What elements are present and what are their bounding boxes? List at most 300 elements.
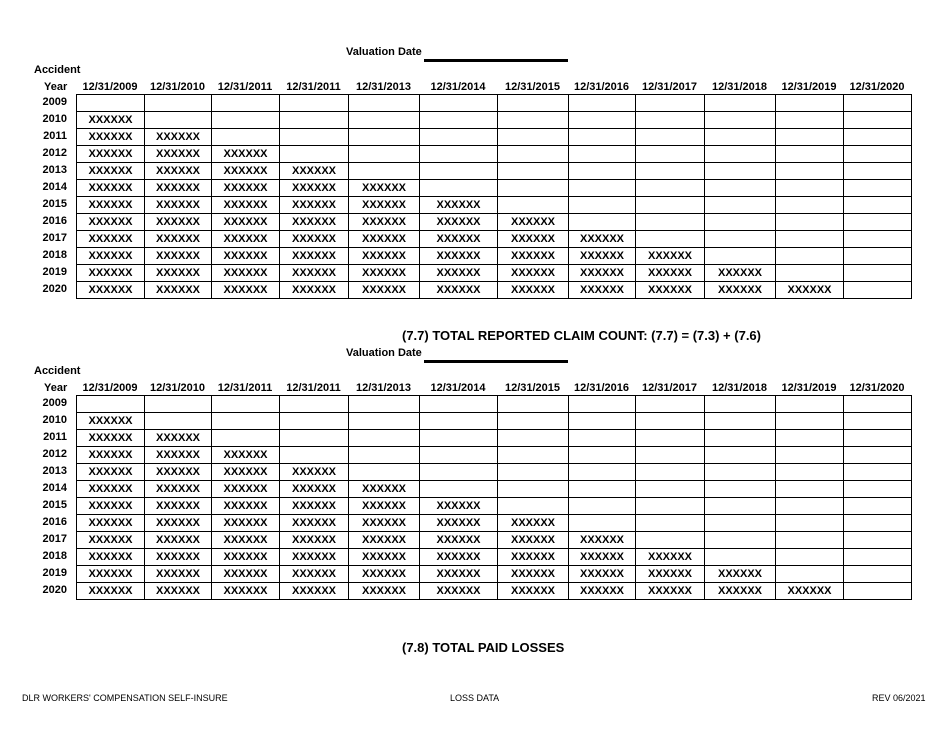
table-row [77, 197, 912, 214]
table-cell [776, 163, 844, 180]
year-label-2: Year [44, 382, 68, 394]
table-cell: XXXXXX [569, 282, 636, 299]
column-header: 12/31/2011 [286, 382, 341, 394]
table-cell: XXXXXX [420, 515, 498, 532]
table-cell: XXXXXX [145, 248, 212, 265]
table-cell: XXXXXX [77, 447, 145, 464]
valuation-date-label-1: Valuation Date [346, 46, 422, 58]
table-cell: XXXXXX [280, 515, 349, 532]
accident-year-label: 2018 [42, 249, 67, 261]
table-cell: XXXXXX [145, 197, 212, 214]
table-cell [569, 129, 636, 146]
table-cell [636, 95, 705, 112]
section-7-7-title: (7.7) TOTAL REPORTED CLAIM COUNT: (7.7) = (7.3) + (7.6) [402, 328, 761, 343]
table-cell: XXXXXX [349, 583, 420, 600]
column-header: 12/31/2019 [781, 382, 837, 394]
table-cell: XXXXXX [498, 549, 569, 566]
table-cell: XXXXXX [145, 481, 212, 498]
table-cell: XXXXXX [145, 265, 212, 282]
table-cell: XXXXXX [636, 583, 705, 600]
table-cell: XXXXXX [77, 146, 145, 163]
accident-year-label: 2015 [42, 499, 67, 511]
table-cell [705, 180, 776, 197]
table-cell [776, 248, 844, 265]
valuation-date-line-1 [424, 59, 568, 62]
table-cell [77, 95, 145, 112]
table-cell: XXXXXX [349, 197, 420, 214]
table-cell [145, 112, 212, 129]
table-row [77, 146, 912, 163]
footer-right: REV 06/2021 [872, 693, 926, 703]
table-cell [844, 566, 912, 583]
column-header: 12/31/2019 [781, 81, 837, 93]
table-cell: XXXXXX [145, 430, 212, 447]
table-cell [705, 95, 776, 112]
table-cell: XXXXXX [569, 265, 636, 282]
table-cell: XXXXXX [212, 214, 280, 231]
table-cell [776, 197, 844, 214]
table-cell [844, 583, 912, 600]
table-cell [844, 112, 912, 129]
footer-center: LOSS DATA [450, 693, 500, 703]
table-cell: XXXXXX [77, 197, 145, 214]
table-cell [844, 231, 912, 248]
table-cell: XXXXXX [420, 248, 498, 265]
table-cell: XXXXXX [636, 248, 705, 265]
column-header: 12/31/2017 [641, 382, 698, 394]
table-cell [420, 430, 498, 447]
table-cell: XXXXXX [145, 515, 212, 532]
table-cell [776, 532, 844, 549]
table-cell [776, 464, 844, 481]
table-cell: XXXXXX [420, 566, 498, 583]
table-cell: XXXXXX [77, 566, 145, 583]
accident-year-label: 2020 [42, 584, 67, 596]
table-cell [569, 163, 636, 180]
table-cell: XXXXXX [705, 566, 776, 583]
table-row [77, 396, 912, 413]
table-cell: XXXXXX [145, 498, 212, 515]
table-cell: XXXXXX [280, 282, 349, 299]
table-cell [705, 430, 776, 447]
year-label-1: Year [44, 81, 68, 93]
table-cell: XXXXXX [280, 231, 349, 248]
accident-year-label: 2018 [42, 550, 67, 562]
table-cell: XXXXXX [420, 583, 498, 600]
table-cell: XXXXXX [145, 231, 212, 248]
table-cell [776, 265, 844, 282]
column-header: 12/31/2018 [711, 382, 768, 394]
accident-label-2: Accident [34, 365, 81, 377]
table-cell: XXXXXX [569, 231, 636, 248]
table-cell: XXXXXX [569, 549, 636, 566]
table-cell: XXXXXX [77, 163, 145, 180]
table-cell [420, 112, 498, 129]
table-cell [349, 396, 420, 413]
table-cell: XXXXXX [498, 532, 569, 549]
table-cell [705, 413, 776, 430]
table-cell [776, 549, 844, 566]
column-header: 12/31/2016 [573, 382, 630, 394]
table-cell [349, 129, 420, 146]
table-cell [349, 146, 420, 163]
table-cell [636, 197, 705, 214]
table-cell: XXXXXX [280, 583, 349, 600]
table-row [77, 430, 912, 447]
table-cell [569, 481, 636, 498]
table-cell [498, 180, 569, 197]
table-cell: XXXXXX [420, 197, 498, 214]
accident-year-label: 2014 [42, 181, 67, 193]
table-cell [636, 413, 705, 430]
table-cell: XXXXXX [145, 163, 212, 180]
table-cell: XXXXXX [349, 498, 420, 515]
table-cell: XXXXXX [280, 498, 349, 515]
table-cell [705, 231, 776, 248]
table-cell [776, 413, 844, 430]
table-cell [420, 146, 498, 163]
table-cell: XXXXXX [77, 112, 145, 129]
table-cell [498, 95, 569, 112]
table-cell [498, 112, 569, 129]
table-cell [349, 112, 420, 129]
table-cell: XXXXXX [349, 265, 420, 282]
table-row [77, 481, 912, 498]
column-header: 12/31/2015 [504, 81, 561, 93]
table-cell [844, 265, 912, 282]
table-cell [705, 396, 776, 413]
table-cell [636, 180, 705, 197]
table-cell [636, 112, 705, 129]
table-cell [844, 481, 912, 498]
table-cell [844, 413, 912, 430]
table-cell [705, 163, 776, 180]
accident-year-label: 2012 [42, 448, 67, 460]
table-cell: XXXXXX [145, 583, 212, 600]
table-cell: XXXXXX [212, 248, 280, 265]
table-cell [776, 447, 844, 464]
table-cell [498, 146, 569, 163]
accident-year-label: 2013 [42, 465, 67, 477]
table-cell [776, 231, 844, 248]
accident-year-label: 2020 [42, 283, 67, 295]
table-cell: XXXXXX [280, 464, 349, 481]
table-cell: XXXXXX [569, 248, 636, 265]
table-cell [280, 95, 349, 112]
table-cell: XXXXXX [636, 549, 705, 566]
table-cell: XXXXXX [212, 180, 280, 197]
accident-year-label: 2017 [42, 533, 67, 545]
table-cell [145, 95, 212, 112]
table-cell: XXXXXX [145, 566, 212, 583]
table-cell [569, 430, 636, 447]
table-cell [844, 248, 912, 265]
table-cell: XXXXXX [212, 481, 280, 498]
table-cell [776, 396, 844, 413]
table-cell [498, 163, 569, 180]
table-cell [705, 549, 776, 566]
table-cell: XXXXXX [212, 282, 280, 299]
table-cell [776, 430, 844, 447]
table-cell: XXXXXX [280, 532, 349, 549]
table-cell [636, 231, 705, 248]
table-cell [569, 146, 636, 163]
column-header: 12/31/2011 [217, 81, 273, 93]
table-cell [420, 413, 498, 430]
table-cell: XXXXXX [212, 464, 280, 481]
accident-year-label: 2009 [42, 96, 67, 108]
table-cell [498, 413, 569, 430]
table-cell: XXXXXX [212, 146, 280, 163]
table-cell: XXXXXX [145, 532, 212, 549]
table-cell: XXXXXX [498, 566, 569, 583]
table-cell [349, 430, 420, 447]
table-row [77, 583, 912, 600]
accident-year-label: 2019 [42, 266, 67, 278]
accident-year-label: 2011 [43, 130, 67, 142]
table-cell: XXXXXX [569, 583, 636, 600]
column-header: 12/31/2015 [504, 382, 561, 394]
table-cell [776, 515, 844, 532]
table-cell [844, 163, 912, 180]
table-cell [636, 515, 705, 532]
table-cell [636, 481, 705, 498]
table-row [77, 413, 912, 430]
table-row [77, 129, 912, 146]
table-cell [844, 396, 912, 413]
table-cell: XXXXXX [636, 265, 705, 282]
valuation-date-label-2: Valuation Date [346, 347, 422, 359]
table-cell [776, 481, 844, 498]
loss-triangle-table-1 [76, 94, 912, 299]
table-cell: XXXXXX [349, 532, 420, 549]
table-cell: XXXXXX [77, 498, 145, 515]
table-cell: XXXXXX [280, 566, 349, 583]
accident-year-label: 2011 [43, 431, 67, 443]
table-cell: XXXXXX [280, 214, 349, 231]
accident-year-label: 2019 [42, 567, 67, 579]
table-cell: XXXXXX [77, 464, 145, 481]
table-cell: XXXXXX [145, 214, 212, 231]
table-cell [844, 549, 912, 566]
table-cell: XXXXXX [420, 265, 498, 282]
table-cell [705, 464, 776, 481]
table-cell [498, 498, 569, 515]
table-cell [349, 163, 420, 180]
table-cell [569, 112, 636, 129]
table-cell: XXXXXX [705, 583, 776, 600]
accident-year-label: 2014 [42, 482, 67, 494]
table-cell: XXXXXX [212, 498, 280, 515]
table-cell: XXXXXX [145, 464, 212, 481]
table-cell [844, 430, 912, 447]
table-cell [420, 447, 498, 464]
table-cell [636, 396, 705, 413]
column-header: 12/31/2013 [355, 81, 412, 93]
table-cell: XXXXXX [77, 282, 145, 299]
accident-year-label: 2013 [42, 164, 67, 176]
table-cell: XXXXXX [498, 231, 569, 248]
table-cell [844, 515, 912, 532]
table-cell [569, 447, 636, 464]
table-cell [569, 515, 636, 532]
table-cell [705, 498, 776, 515]
table-cell [844, 146, 912, 163]
table-cell: XXXXXX [77, 265, 145, 282]
table-cell: XXXXXX [77, 481, 145, 498]
table-cell: XXXXXX [145, 549, 212, 566]
table-cell [705, 248, 776, 265]
table-cell [498, 464, 569, 481]
table-cell: XXXXXX [145, 180, 212, 197]
table-cell: XXXXXX [212, 265, 280, 282]
table-cell [569, 214, 636, 231]
table-cell: XXXXXX [349, 231, 420, 248]
table-cell: XXXXXX [420, 231, 498, 248]
table-cell: XXXXXX [77, 248, 145, 265]
table-cell [280, 146, 349, 163]
table-cell [77, 396, 145, 413]
table-cell: XXXXXX [776, 282, 844, 299]
accident-year-label: 2009 [42, 397, 67, 409]
table-cell: XXXXXX [77, 129, 145, 146]
table-cell [569, 498, 636, 515]
table-row [77, 248, 912, 265]
table-cell [636, 214, 705, 231]
table-cell: XXXXXX [145, 447, 212, 464]
table-cell [420, 129, 498, 146]
table-cell: XXXXXX [77, 430, 145, 447]
table-cell [420, 180, 498, 197]
table-cell [420, 163, 498, 180]
table-row [77, 231, 912, 248]
table-cell [569, 413, 636, 430]
table-cell [636, 498, 705, 515]
table-row [77, 282, 912, 299]
table-cell: XXXXXX [349, 282, 420, 299]
table-cell [569, 396, 636, 413]
table-cell: XXXXXX [212, 566, 280, 583]
table-cell [349, 95, 420, 112]
table-cell [705, 447, 776, 464]
table-cell [569, 180, 636, 197]
table-cell: XXXXXX [420, 498, 498, 515]
table-cell [569, 95, 636, 112]
table-cell: XXXXXX [349, 481, 420, 498]
table-cell: XXXXXX [212, 447, 280, 464]
table-cell: XXXXXX [636, 282, 705, 299]
table-cell: XXXXXX [349, 549, 420, 566]
table-cell: XXXXXX [569, 566, 636, 583]
table-cell: XXXXXX [420, 214, 498, 231]
table-cell [705, 112, 776, 129]
table-cell [420, 396, 498, 413]
table-cell: XXXXXX [145, 282, 212, 299]
column-header: 12/31/2010 [149, 81, 206, 93]
table-cell: XXXXXX [776, 583, 844, 600]
table-cell [145, 413, 212, 430]
table-cell [280, 396, 349, 413]
table-cell [349, 447, 420, 464]
table-cell: XXXXXX [280, 197, 349, 214]
table-cell [636, 163, 705, 180]
column-header: 12/31/2014 [430, 81, 486, 93]
column-header: 12/31/2018 [711, 81, 768, 93]
table-cell [705, 197, 776, 214]
table-cell: XXXXXX [498, 583, 569, 600]
table-row [77, 95, 912, 112]
table-cell [636, 464, 705, 481]
table-cell: XXXXXX [636, 566, 705, 583]
table-row [77, 532, 912, 549]
column-header: 12/31/2020 [849, 382, 905, 394]
column-header: 12/31/2009 [82, 81, 138, 93]
table-cell [705, 532, 776, 549]
table-cell [844, 95, 912, 112]
table-cell [212, 95, 280, 112]
accident-year-label: 2015 [42, 198, 67, 210]
table-row [77, 180, 912, 197]
table-row [77, 214, 912, 231]
table-cell [212, 413, 280, 430]
table-cell [776, 146, 844, 163]
table-cell: XXXXXX [280, 481, 349, 498]
table-row [77, 447, 912, 464]
table-cell: XXXXXX [212, 163, 280, 180]
table-cell: XXXXXX [77, 549, 145, 566]
table-row [77, 498, 912, 515]
table-row [77, 515, 912, 532]
table-cell [776, 112, 844, 129]
table-cell [776, 498, 844, 515]
table-cell [844, 180, 912, 197]
table-cell [280, 430, 349, 447]
table-cell: XXXXXX [349, 248, 420, 265]
table-cell [498, 481, 569, 498]
table-cell: XXXXXX [212, 583, 280, 600]
accident-year-label: 2016 [42, 516, 67, 528]
table-cell [705, 146, 776, 163]
table-row [77, 464, 912, 481]
table-cell: XXXXXX [77, 532, 145, 549]
accident-year-label: 2017 [42, 232, 67, 244]
column-header: 12/31/2009 [82, 382, 138, 394]
table-cell: XXXXXX [212, 549, 280, 566]
table-cell: XXXXXX [705, 282, 776, 299]
table-cell: XXXXXX [349, 515, 420, 532]
table-cell [705, 129, 776, 146]
table-cell: XXXXXX [498, 248, 569, 265]
table-cell [844, 129, 912, 146]
table-cell: XXXXXX [212, 197, 280, 214]
table-cell [420, 95, 498, 112]
table-cell: XXXXXX [77, 180, 145, 197]
table-cell: XXXXXX [349, 214, 420, 231]
table-cell [844, 447, 912, 464]
table-cell: XXXXXX [420, 549, 498, 566]
section-7-8-title: (7.8) TOTAL PAID LOSSES [402, 640, 565, 655]
valuation-date-line-2 [424, 360, 568, 363]
table-cell: XXXXXX [349, 180, 420, 197]
column-header: 12/31/2016 [573, 81, 630, 93]
table-row [77, 566, 912, 583]
table-cell [636, 532, 705, 549]
table-row [77, 112, 912, 129]
table-cell [212, 129, 280, 146]
table-cell [705, 214, 776, 231]
table-cell: XXXXXX [145, 129, 212, 146]
table-row [77, 265, 912, 282]
